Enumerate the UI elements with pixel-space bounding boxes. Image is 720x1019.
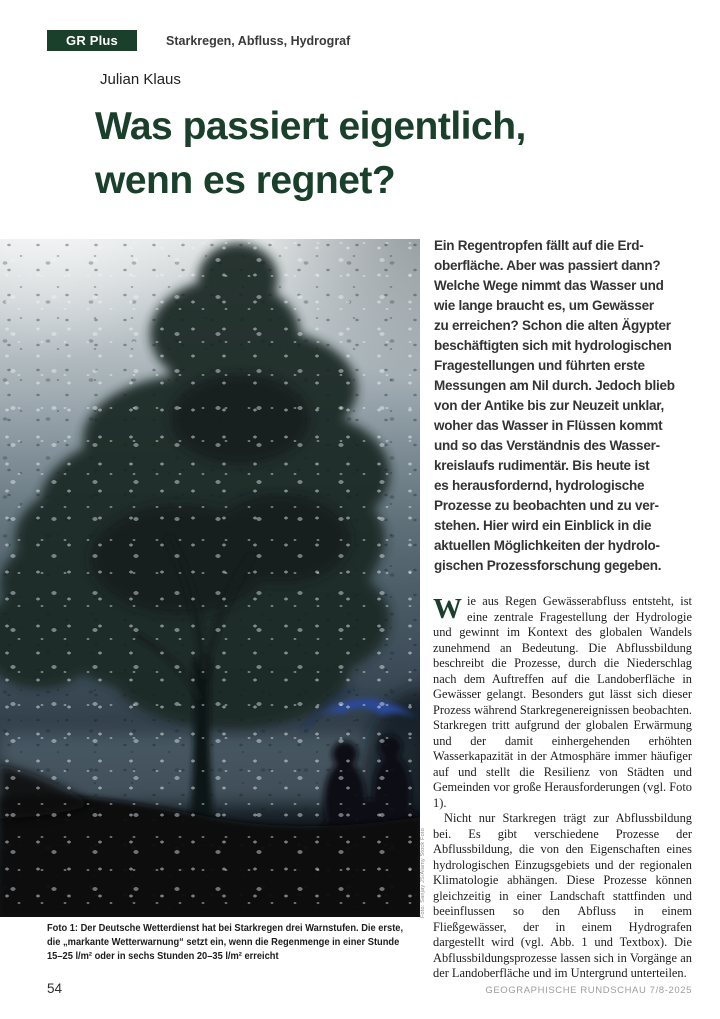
rain-window-photo xyxy=(0,239,420,917)
intro-line: beschäftigten sich mit hydrologischen xyxy=(434,338,672,353)
intro-line: Welche Wege nimmt das Wasser und xyxy=(434,278,664,293)
gr-plus-badge: GR Plus xyxy=(47,30,137,51)
author-name: Julian Klaus xyxy=(100,71,181,88)
intro-line: kreislaufs rudimentär. Bis heute ist xyxy=(434,458,650,473)
raindrops-light-overlay xyxy=(0,239,420,917)
journal-name: GEOGRAPHISCHE RUNDSCHAU 7/8-2025 xyxy=(485,985,692,996)
intro-line: von der Antike bis zur Neuzeit unklar, xyxy=(434,398,665,413)
topic-line: Starkregen, Abfluss, Hydrograf xyxy=(166,34,351,48)
intro-line: Prozesse zu beobachten und zu ver- xyxy=(434,498,659,513)
intro-line: Ein Regentropfen fällt auf die Erd- xyxy=(434,238,644,253)
caption-line: 15–25 l/m² oder in sechs Stunden 20–35 l/m² erreicht xyxy=(47,951,279,962)
intro-line: Fragestellungen und führten erste xyxy=(434,358,645,373)
caption-line: Foto 1: Der Deutsche Wetterdienst hat bei Starkregen drei Warnstufen. Die erste, xyxy=(47,923,404,934)
body-paragraph-1 xyxy=(433,594,692,811)
intro-line: aktuellen Möglichkeiten der hydrolo- xyxy=(434,538,660,553)
intro-line: oberfläche. Aber was passiert dann? xyxy=(434,258,661,273)
intro-line: woher das Wasser in Flüssen kommt xyxy=(434,418,663,433)
intro-paragraph xyxy=(434,236,696,576)
body-paragraph-2: Nicht nur Starkregen trägt zur Abflussbildung bei. Es gibt verschiedene Prozesse der Abflussbildung, die von den Eigenschaften eines hydrologischen Einzugsgebiets und der regionalen Klimatologie abhängen. Diese Prozesse können gleichzeitig in einer Landschaft stattfinden und beeinflussen so den Abfluss in einem Fließgewässer, der in einem Hydrografen dargestellt wird (vgl. Abb. 1 und Textbox). Die Abflussbildungsprozesse lassen sich in Vorgänge an der Landoberfläche und im Untergrund unterteilen. xyxy=(433,811,692,980)
caption-line: die „markante Wetterwarnung“ setzt ein, wenn die Regenmenge in einer Stunde xyxy=(47,937,400,948)
intro-line: wie lange braucht es, um Gewässer xyxy=(434,298,654,313)
intro-line: gischen Prozessforschung gegeben. xyxy=(434,558,662,573)
article-title-line1: Was passiert eigentlich, xyxy=(95,105,526,148)
photo-credit: Foto: Sanjay JS/Alamy Stock Foto xyxy=(420,828,426,918)
page-number: 54 xyxy=(47,981,63,996)
article-title xyxy=(95,100,675,208)
body-text-column xyxy=(433,594,692,982)
intro-line: stehen. Hier wird ein Einblick in die xyxy=(434,518,652,533)
intro-line: es herausfordernd, hydrologische xyxy=(434,478,645,493)
article-title-line2: wenn es regnet? xyxy=(95,159,396,202)
intro-line: zu erreichen? Schon die alten Ägypter xyxy=(434,318,671,333)
body-paragraph-1-text: ie aus Regen Gewässerabfluss entsteht, ist eine zentrale Fragestellung der Hydrologie und gewinnt im Kontext des globalen Wandels zunehmend an Bedeutung. Die Abflussbildung beschreibt die Prozesse, durch die Niederschlag nach dem Auftreffen auf die Landoberfläche in Gewässer gelangt. Besonders gut lässt sich dieser Prozess während Starkregenereignissen beobachten. Starkregen tritt aufgrund der globalen Erwärmung und der damit einhergehenden erhöhten Wasserkapazität in der Atmosphäre immer häufiger auf und stellt die Resilienz von Städten und Gemeinden vor große Herausforderungen (vgl. Foto 1). xyxy=(433,594,692,810)
photo-caption xyxy=(47,922,421,964)
intro-line: und so das Verständnis des Wasser- xyxy=(434,438,660,453)
drop-cap: W xyxy=(433,593,462,625)
intro-line: Messungen am Nil durch. Jedoch blieb xyxy=(434,378,675,393)
